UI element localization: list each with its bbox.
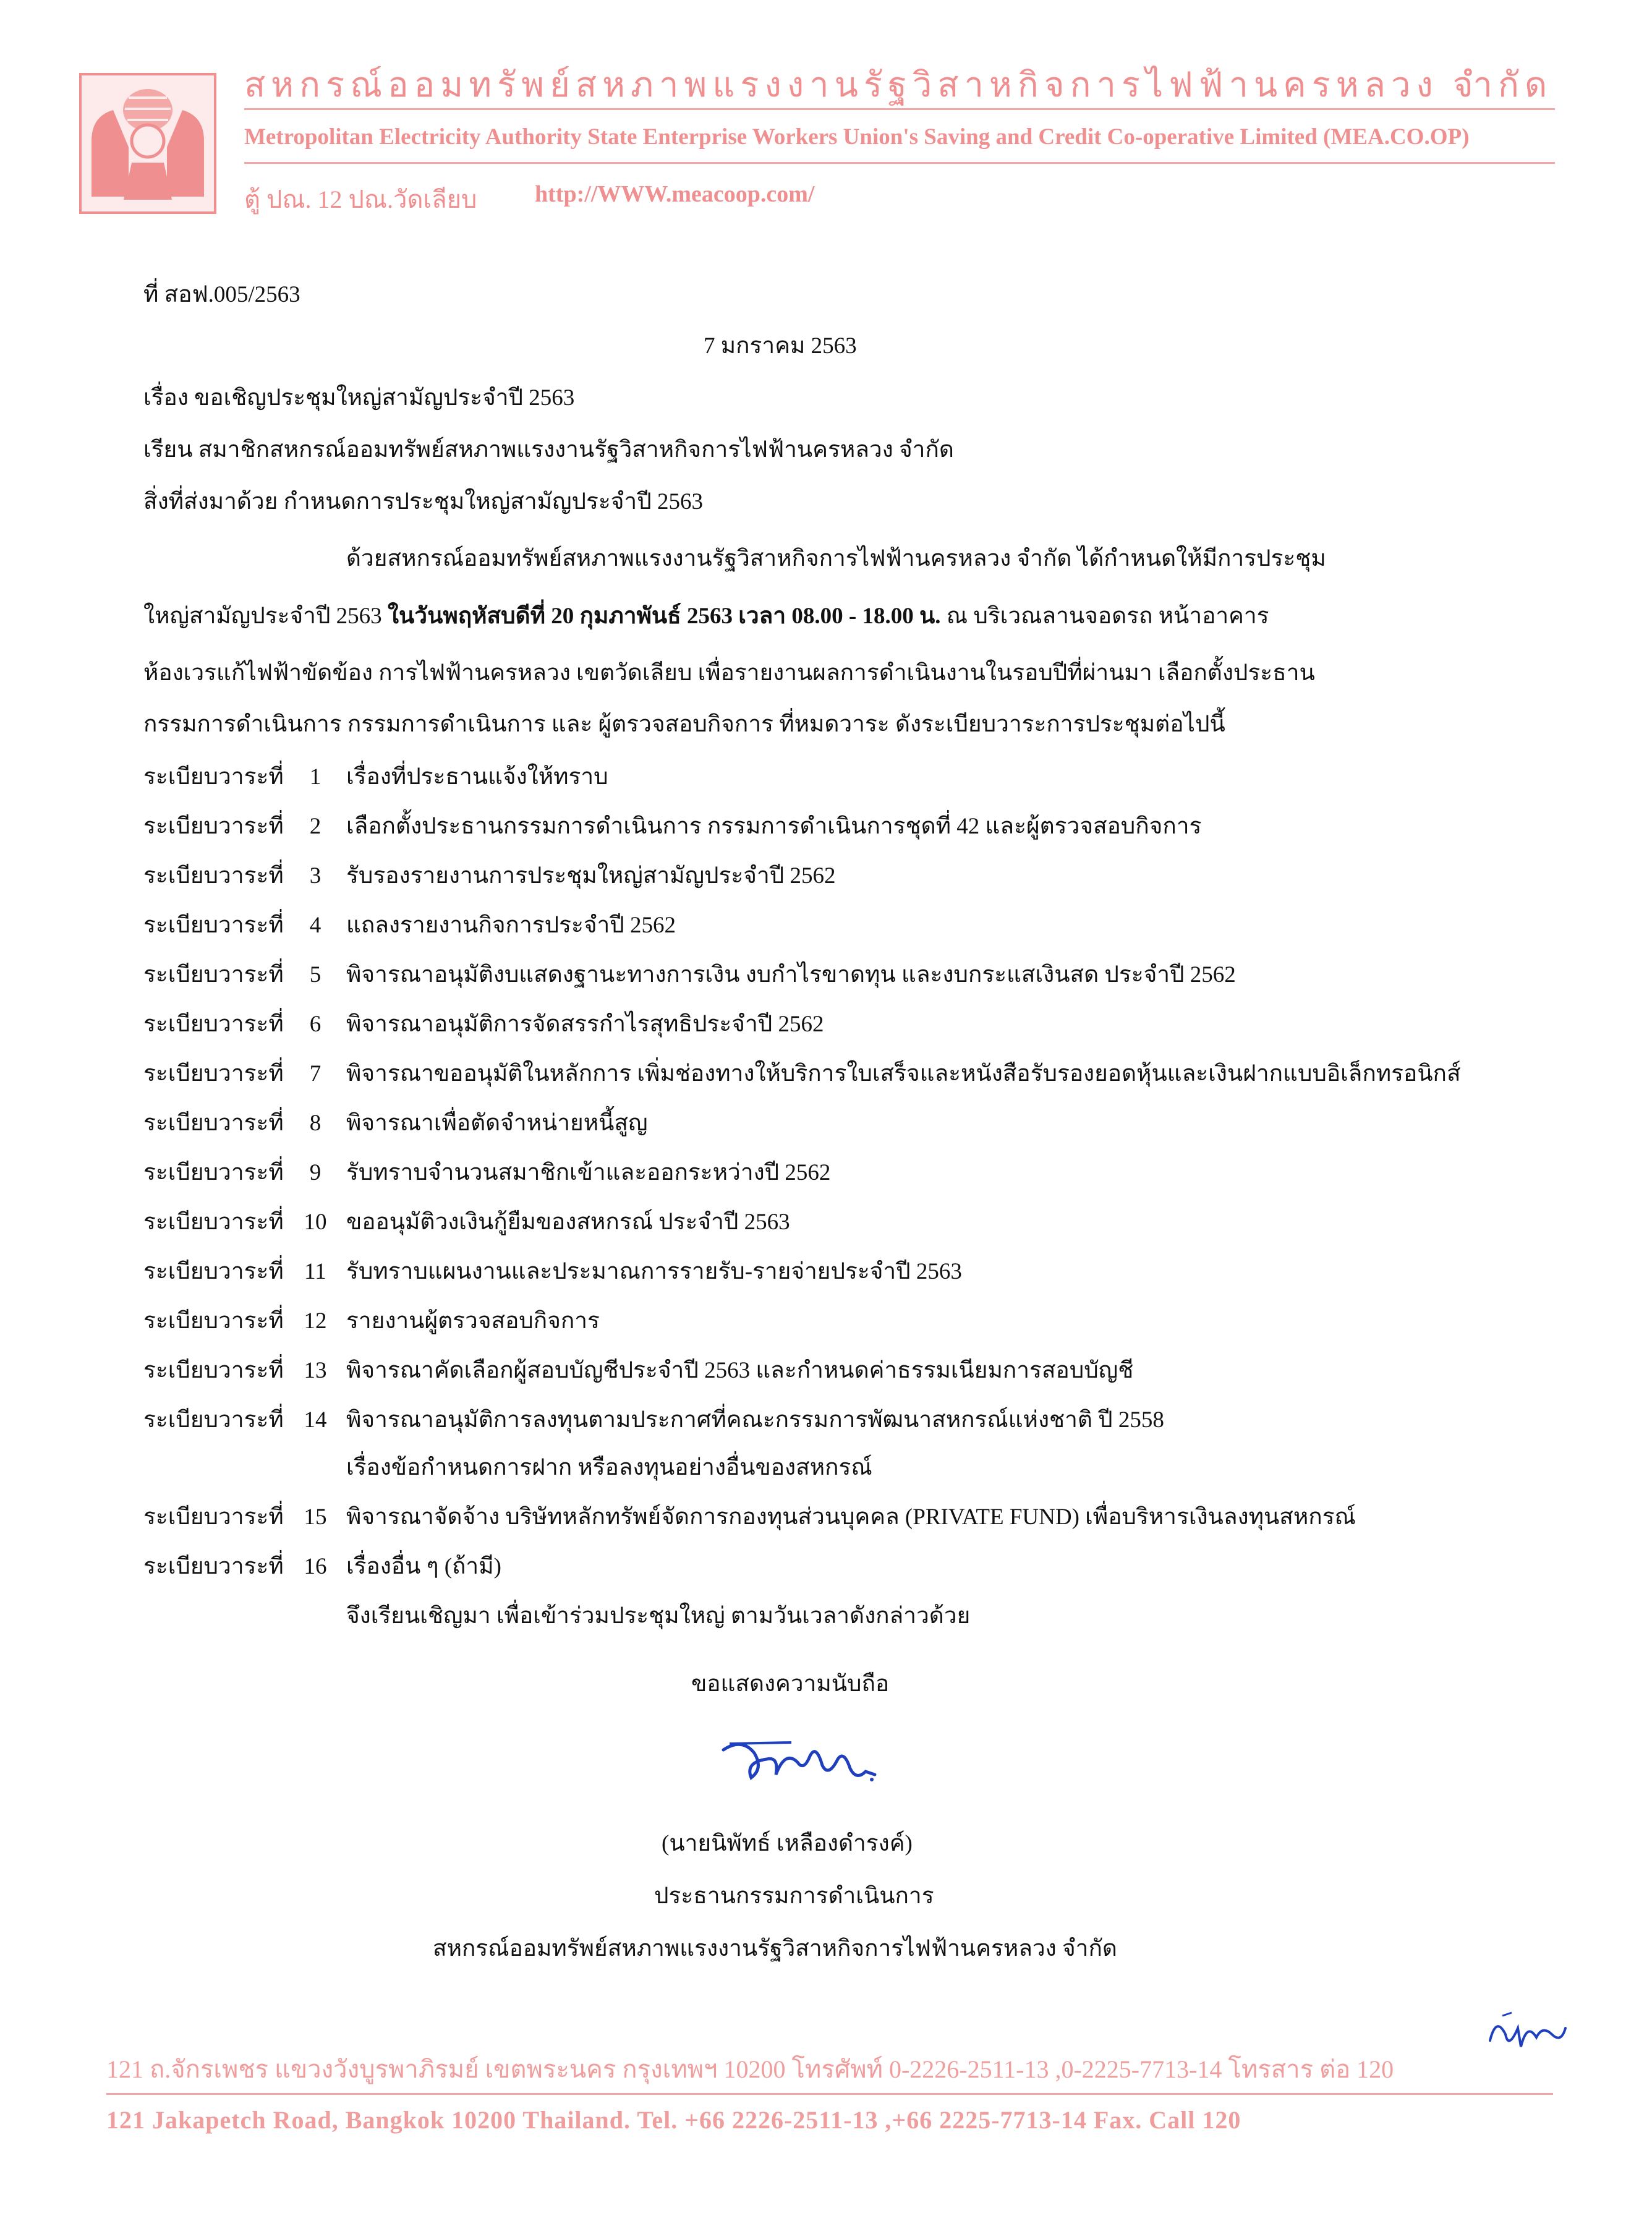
letter-date: 7 มกราคม 2563 (704, 333, 857, 359)
letter-enclosure: สิ่งที่ส่งมาด้วย กำหนดการประชุมใหญ่สามัญประจำปี 2563 (143, 489, 703, 514)
meeting-datetime: ในวันพฤหัสบดีที่ 20 กุมภาพันธ์ 2563 เวลา 08.00 - 18.00 น. (387, 603, 941, 629)
closing-line: จึงเรียนเชิญมา เพื่อเข้าร่วมประชุมใหญ่ ตามวันเวลาดังกล่าวด้วย (346, 1603, 971, 1629)
website-link[interactable]: http://WWW.meacoop.com/ (535, 181, 815, 207)
signature-image (717, 1725, 884, 1793)
body-line: ใหญ่สามัญประจำปี 2563 ในวันพฤหัสบดีที่ 20 กุมภาพันธ์ 2563 เวลา 08.00 - 18.00 น. ณ บริเวณลานจอดรถ หน้าอาคาร (143, 603, 1269, 629)
letter-subject: เรื่อง ขอเชิญประชุมใหญ่สามัญประจำปี 2563 (143, 385, 575, 411)
footer-divider (106, 2093, 1553, 2095)
org-name-thai: สหกรณ์ออมทรัพย์สหภาพแรงงานรัฐวิสาหกิจการไฟฟ้านครหลวง จำกัด (244, 66, 1553, 104)
regards: ขอแสดงความนับถือ (691, 1671, 890, 1697)
reference-number: ที่ สอฟ.005/2563 (143, 282, 300, 307)
letterhead-divider (244, 108, 1555, 110)
footer-address-thai: 121 ถ.จักรเพชร แขวงวังบูรพาภิรมย์ เขตพระนคร กรุงเทพฯ 10200 โทรศัพท์ 0-2226-2511-13 ,0-2225-7713-14 โทรสาร ต่อ 120 (106, 2055, 1394, 2083)
letterhead-divider (244, 162, 1555, 164)
cooperative-logo (79, 73, 216, 214)
body-line: ด้วยสหกรณ์ออมทรัพย์สหภาพแรงงานรัฐวิสาหกิจการไฟฟ้านครหลวง จำกัด ได้กำหนดให้มีการประชุม (346, 546, 1326, 571)
footer-address-english: 121 Jakapetch Road, Bangkok 10200 Thailand. Tel. +66 2226-2511-13 ,+66 2225-7713-14 Fax. Call 120 (106, 2106, 1241, 2134)
handwritten-mark (1484, 2003, 1570, 2059)
signer-name: (นายนิพัทธ์ เหลืองดำรงค์) (662, 1831, 913, 1856)
org-name-english: Metropolitan Electricity Authority State Enterprise Workers Union's Saving and Credit Co-operative Limited (MEA.CO.OP) (244, 124, 1470, 150)
po-box: ตู้ ปณ. 12 ปณ.วัดเลียบ (244, 186, 477, 213)
body-line: ห้องเวรแก้ไฟฟ้าขัดข้อง การไฟฟ้านครหลวง เขตวัดเลียบ เพื่อรายงานผลการดำเนินงานในรอบปีที่ผ่านมา เลือกตั้งประธาน (143, 660, 1315, 686)
letter-recipient: เรียน สมาชิกสหกรณ์ออมทรัพย์สหภาพแรงงานรัฐวิสาหกิจการไฟฟ้านครหลวง จำกัด (143, 437, 954, 463)
signer-organization: สหกรณ์ออมทรัพย์สหภาพแรงงานรัฐวิสาหกิจการไฟฟ้านครหลวง จำกัด (433, 1936, 1117, 1961)
body-line: กรรมการดำเนินการ กรรมการดำเนินการ และ ผู้ตรวจสอบกิจการ ที่หมดวาระ ดังระเบียบวาระการประชุมต่อไปนี้ (143, 712, 1225, 737)
signer-title: ประธานกรรมการดำเนินการ (654, 1883, 934, 1909)
